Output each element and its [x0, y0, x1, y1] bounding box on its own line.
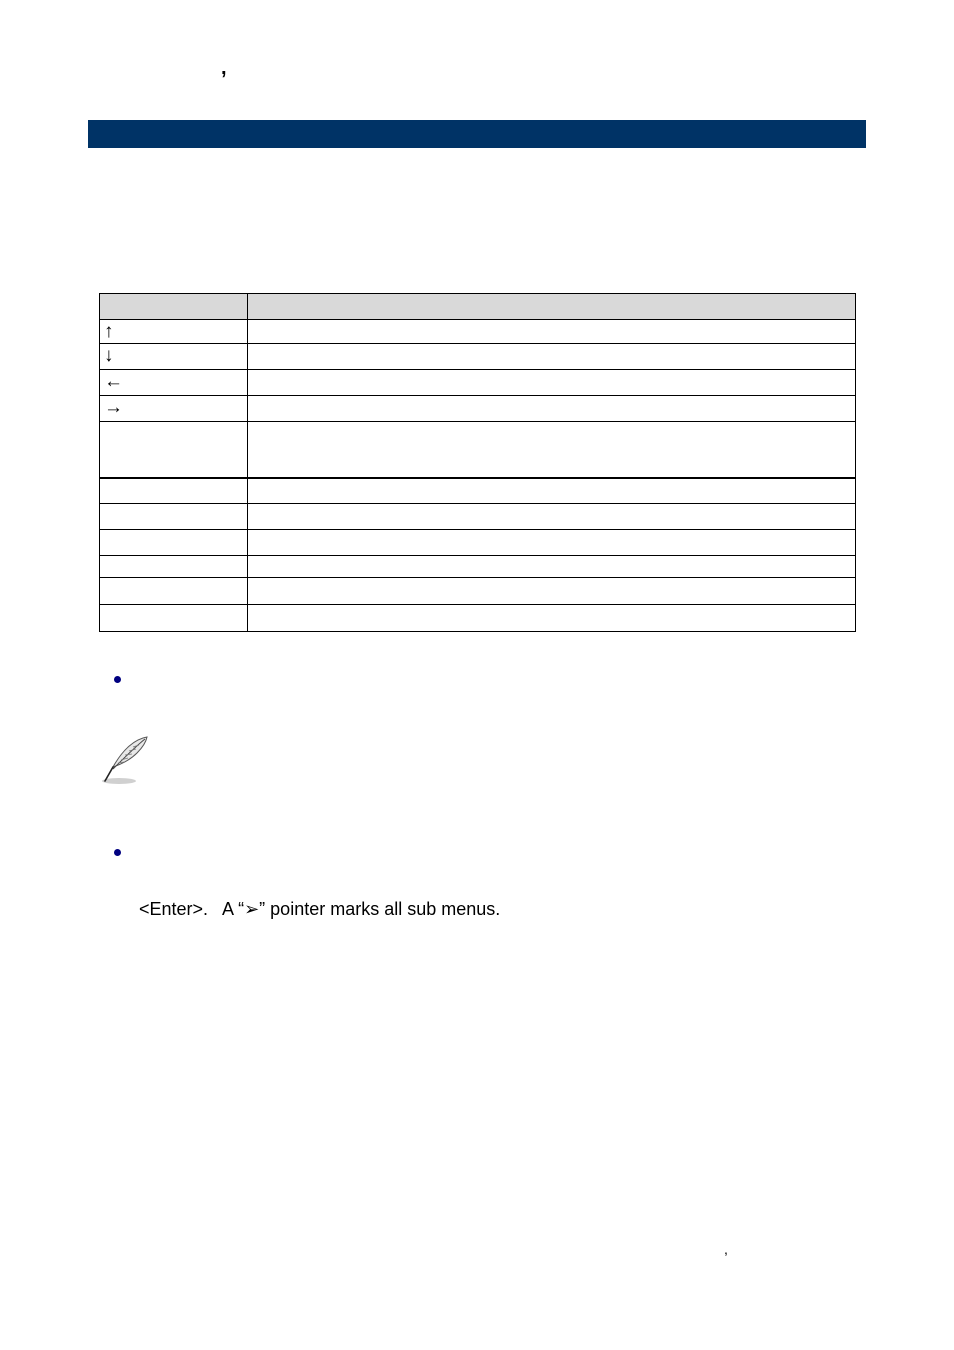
section-title-bar	[88, 120, 866, 148]
table-header-cell-key	[100, 294, 248, 320]
table-row	[100, 556, 856, 578]
pointer-arrow-icon: ➢	[244, 899, 260, 919]
table-cell-desc	[248, 605, 856, 632]
table-row	[100, 605, 856, 632]
table-cell-key: ↑	[100, 320, 248, 344]
table-cell-key: →	[100, 396, 248, 422]
table-row	[100, 422, 856, 478]
table-row	[100, 320, 856, 344]
table-cell-key: ↓	[100, 344, 248, 370]
table-cell-desc	[248, 578, 856, 605]
enter-text: <Enter>. A “	[139, 899, 245, 919]
feather-pen-icon	[99, 735, 153, 787]
hotkey-table	[99, 293, 856, 632]
table-cell-key	[100, 605, 248, 632]
table-cell-desc	[248, 370, 856, 396]
table-cell-key	[100, 578, 248, 605]
table-cell-key	[100, 422, 248, 478]
table-cell-desc	[248, 478, 856, 504]
table-row	[100, 578, 856, 605]
table-row	[100, 344, 856, 370]
table-row	[100, 370, 856, 396]
header-mark: ,	[221, 57, 227, 79]
table-row	[100, 530, 856, 556]
table-cell-desc	[248, 396, 856, 422]
table-cell-desc	[248, 556, 856, 578]
table-cell-key	[100, 504, 248, 530]
table-cell-desc	[248, 504, 856, 530]
table-cell-key	[100, 556, 248, 578]
table-cell-desc	[248, 344, 856, 370]
table-row	[100, 504, 856, 530]
table-header-row	[100, 294, 856, 320]
table-cell-key: ←	[100, 370, 248, 396]
table-cell-key	[100, 530, 248, 556]
table-cell-key	[100, 478, 248, 504]
submenu-text: ” pointer marks all sub menus.	[259, 899, 501, 919]
table-cell-desc	[248, 422, 856, 478]
table-row	[100, 396, 856, 422]
bullet-dot	[114, 676, 121, 683]
footer-mark: ,	[724, 1241, 728, 1257]
bullet-dot	[114, 849, 121, 856]
table-cell-desc	[248, 530, 856, 556]
table-row	[100, 478, 856, 504]
table-header-cell-desc	[248, 294, 856, 320]
submenu-instruction-line	[139, 898, 500, 920]
table-cell-desc	[248, 320, 856, 344]
